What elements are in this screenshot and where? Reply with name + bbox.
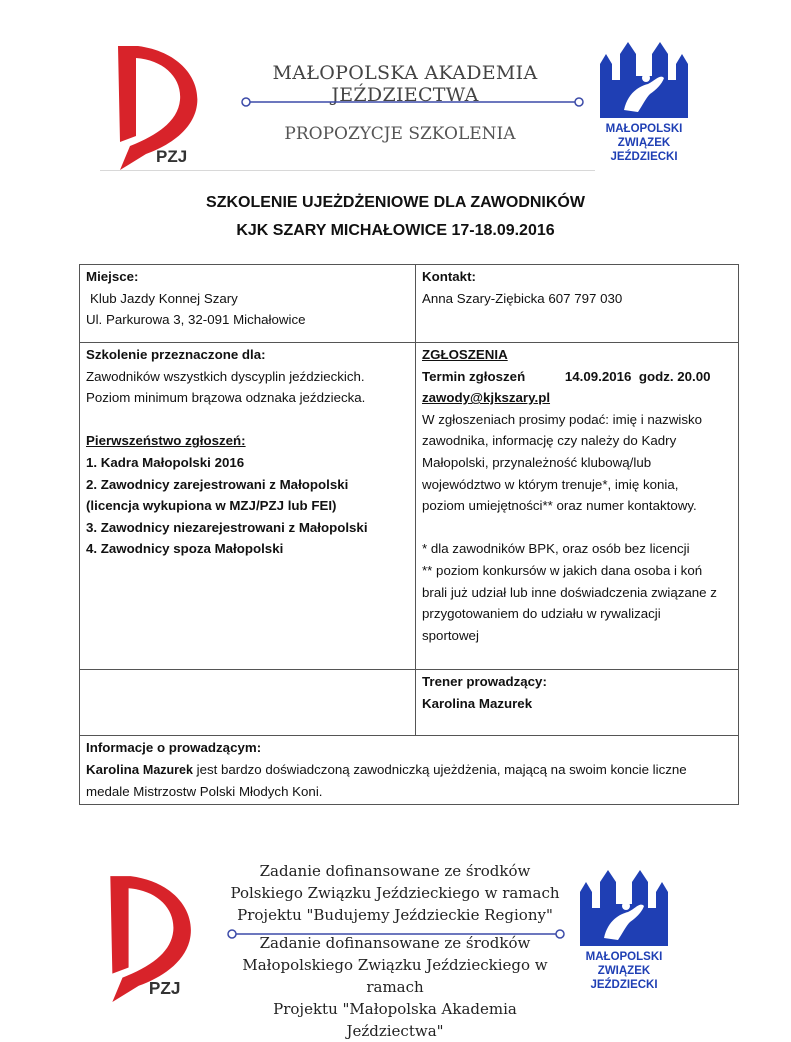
pzj-logo — [108, 38, 218, 170]
priority-item: 2. Zawodnicy zarejestrowani z Małopolski — [86, 476, 349, 492]
about-trainer-cell — [80, 736, 739, 805]
training-info-table — [79, 264, 739, 805]
audience-label: Szkolenie przeznaczone dla: — [86, 347, 266, 362]
registration-label: ZGŁOSZENIA — [422, 347, 508, 362]
castle-horse-icon — [598, 40, 690, 120]
pzj-logo-text: PZJ — [156, 147, 188, 166]
audience-line-1: Zawodników wszystkich dyscyplin jeździeckich. — [86, 368, 365, 384]
pzj-logo-footer — [100, 868, 212, 1002]
about-last-name: Mazurek — [142, 762, 193, 777]
mzj-footer-text-3: JEŹDZIECKI — [590, 979, 658, 991]
venue-cell — [80, 265, 416, 343]
deadline-label: Termin zgłoszeń — [422, 368, 526, 384]
instruction-line: zawodnika, informację czy należy do Kadry — [422, 433, 677, 449]
deadline-value: 14.09.2016 godz. 20.00 — [564, 368, 711, 384]
audience-line-2: Poziom minimum brązowa odznaka jeździecka. — [86, 390, 366, 406]
footer-line: Zadanie dofinansowane ze środków — [259, 862, 531, 880]
empty-cell — [80, 670, 416, 736]
footer-line: Polskiego Związku Jeździeckiego w ramach — [230, 884, 560, 902]
mzj-footer-text-1: MAŁOPOLSKI — [585, 951, 663, 963]
registration-cell — [416, 343, 739, 670]
mzj-logo — [598, 40, 690, 165]
priority-item: 3. Zawodnicy niezarejestrowani z Małopolski — [86, 519, 368, 535]
registration-deadline — [422, 366, 732, 388]
about-text-line-1 — [86, 759, 732, 782]
note-line: przygotowaniem do udziału w rywalizacji — [422, 606, 661, 622]
contact-value: Anna Szary-Ziębicka 607 797 030 — [422, 290, 623, 306]
about-label: Informacje o prowadzącym: — [86, 740, 262, 755]
mzj-logo-text-3: JEŹDZIECKI — [610, 151, 678, 163]
mzj-logo-text-2: ZWIĄZEK — [617, 137, 671, 149]
note-line: * dla zawodników BPK, oraz osób bez licencji — [422, 541, 690, 557]
footer-line: Małopolskiego Związku Jeździeckiego w ramach — [242, 956, 548, 996]
venue-label: Miejsce: — [86, 269, 139, 284]
contact-label: Kontakt: — [422, 269, 476, 284]
about-text: jest bardzo doświadczoną zawodniczką ujeżdżenia, mającą na swoim koncie liczne — [192, 761, 687, 777]
about-text-line-2: medale Mistrzostw Polski Młodych Koni. — [86, 784, 323, 800]
header-separator — [100, 170, 595, 171]
footer-line: Projektu "Budujemy Jeździeckie Regiony" — [237, 906, 553, 924]
instruction-line: poziom umiejętności** oraz numer kontaktowy. — [422, 498, 697, 514]
mzj-footer-text-2: ZWIĄZEK — [597, 965, 651, 977]
priority-item: 1. Kadra Małopolski 2016 — [86, 454, 245, 470]
priority-item: (licencja wykupiona w MZJ/PZJ lub FEI) — [86, 498, 337, 514]
venue-address: Ul. Parkurowa 3, 32-091 Michałowice — [86, 312, 306, 328]
note-line: brali już udział lub inne doświadczenia związane z — [422, 584, 717, 600]
instruction-line: województwo w którym trenuje*, imię konia, — [422, 476, 679, 492]
trainer-cell — [416, 670, 739, 736]
footer-funding-mzj — [225, 932, 565, 1042]
mzj-logo-footer — [578, 868, 670, 993]
registration-email-link[interactable]: zawody@kjkszary.pl — [422, 390, 551, 406]
about-first-name: Karolina — [86, 761, 140, 777]
priority-label: Pierwszeństwo zgłoszeń: — [86, 433, 246, 449]
contact-cell — [416, 265, 739, 343]
header-ornament-line — [240, 96, 585, 108]
audience-cell — [80, 343, 416, 670]
instruction-line: W zgłoszeniach prosimy podać: imię i nazwisko — [422, 411, 703, 427]
footer-line: Zadanie dofinansowane ze środków — [259, 934, 531, 952]
document-title-line2: KJK SZARY MICHAŁOWICE 17-18.09.2016 — [236, 222, 555, 239]
footer-line: Projektu "Małopolska Akademia Jeździectwa" — [273, 1000, 517, 1040]
trainer-label: Trener prowadzący: — [422, 674, 547, 689]
instruction-line: Małopolski, przynależność klubową/lub — [422, 454, 652, 470]
venue-name: Klub Jazdy Konnej Szary — [90, 290, 238, 306]
note-line: ** poziom konkursów w jakich dana osoba i koń — [422, 562, 703, 578]
pzj-footer-logo-text: PZJ — [148, 977, 181, 998]
document-title-line1: SZKOLENIE UJEŻDŻENIOWE DLA ZAWODNIKÓW — [206, 194, 585, 211]
footer-funding-pzj — [225, 860, 565, 926]
note-line: sportowej — [422, 627, 479, 643]
castle-horse-icon — [578, 868, 670, 948]
training-proposals-subtitle: PROPOZYCJE SZKOLENIA — [284, 124, 516, 144]
mzj-logo-text-1: MAŁOPOLSKI — [605, 123, 683, 135]
priority-item: 4. Zawodnicy spoza Małopolski — [86, 541, 284, 557]
trainer-name: Karolina Mazurek — [422, 695, 533, 711]
academy-title: MAŁOPOLSKA AKADEMIA JEŹDZIECTWA — [272, 62, 538, 106]
